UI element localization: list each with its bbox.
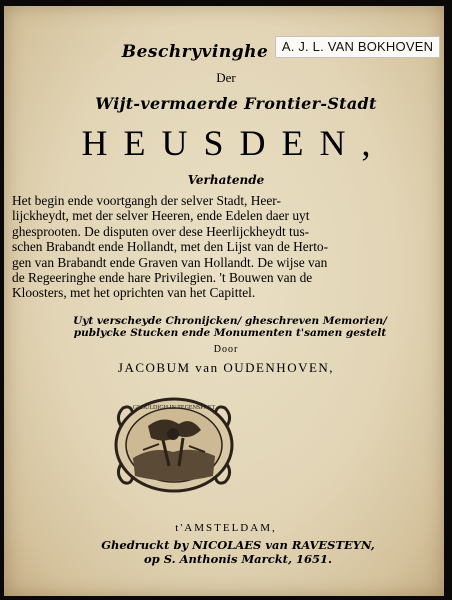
owner-stamp: A. J. L. VAN BOKHOVEN xyxy=(275,36,440,58)
sources-text xyxy=(20,315,440,339)
title-line-1: Beschryvinghe xyxy=(121,42,269,62)
emblem-motto: GEDULDIGH IN TEGENSPOET xyxy=(132,405,216,411)
description-line: de Regeeringhe ende hare Privilegien. 't Bouwen van de xyxy=(12,270,313,286)
description-paragraph xyxy=(12,193,437,301)
title-line-2: Der xyxy=(216,70,236,85)
sources-line-2: publycke Stucken ende Monumenten t'samen gestelt xyxy=(73,327,387,339)
description-line: ghesprooten. De disputen over dese Heerlijckheydt tus- xyxy=(12,223,310,239)
description-line: gen van Brabandt ende Graven van Hollandt. De wijse van xyxy=(12,254,328,270)
printers-mark-emblem xyxy=(113,396,235,494)
title-line-5: Verhatende xyxy=(187,173,265,187)
description-line: Kloosters, met het oprichten van het Capittel. xyxy=(12,285,256,301)
author-name: JACOBUM van OUDENHOVEN, xyxy=(117,360,335,375)
description-line: Het begin ende voortgangh der selver Stadt, Heer- xyxy=(12,193,281,208)
imprint-address-year: op S. Anthonis Marckt, 1651. xyxy=(144,552,332,566)
title-main: HEUSDEN, xyxy=(81,123,387,163)
sources-line-1: Uyt verscheyde Chronijcken/ gheschreven Memorien/ xyxy=(73,315,387,327)
title-line-3: Wijt-vermaerde Frontier-Stadt xyxy=(95,94,377,113)
imprint-city: t'AMSTELDAM, xyxy=(175,522,277,534)
door-label: Door xyxy=(213,344,239,355)
imprint-printer: Ghedruckt by NICOLAES van RAVESTEYN, xyxy=(101,538,375,552)
description-line: schen Brabandt ende Hollandt, met den Lijst van de Herto- xyxy=(12,239,329,255)
description-line: lijckheydt, met der selver Heeren, ende Edelen daer uyt xyxy=(12,208,310,224)
imprint-text xyxy=(12,538,452,566)
